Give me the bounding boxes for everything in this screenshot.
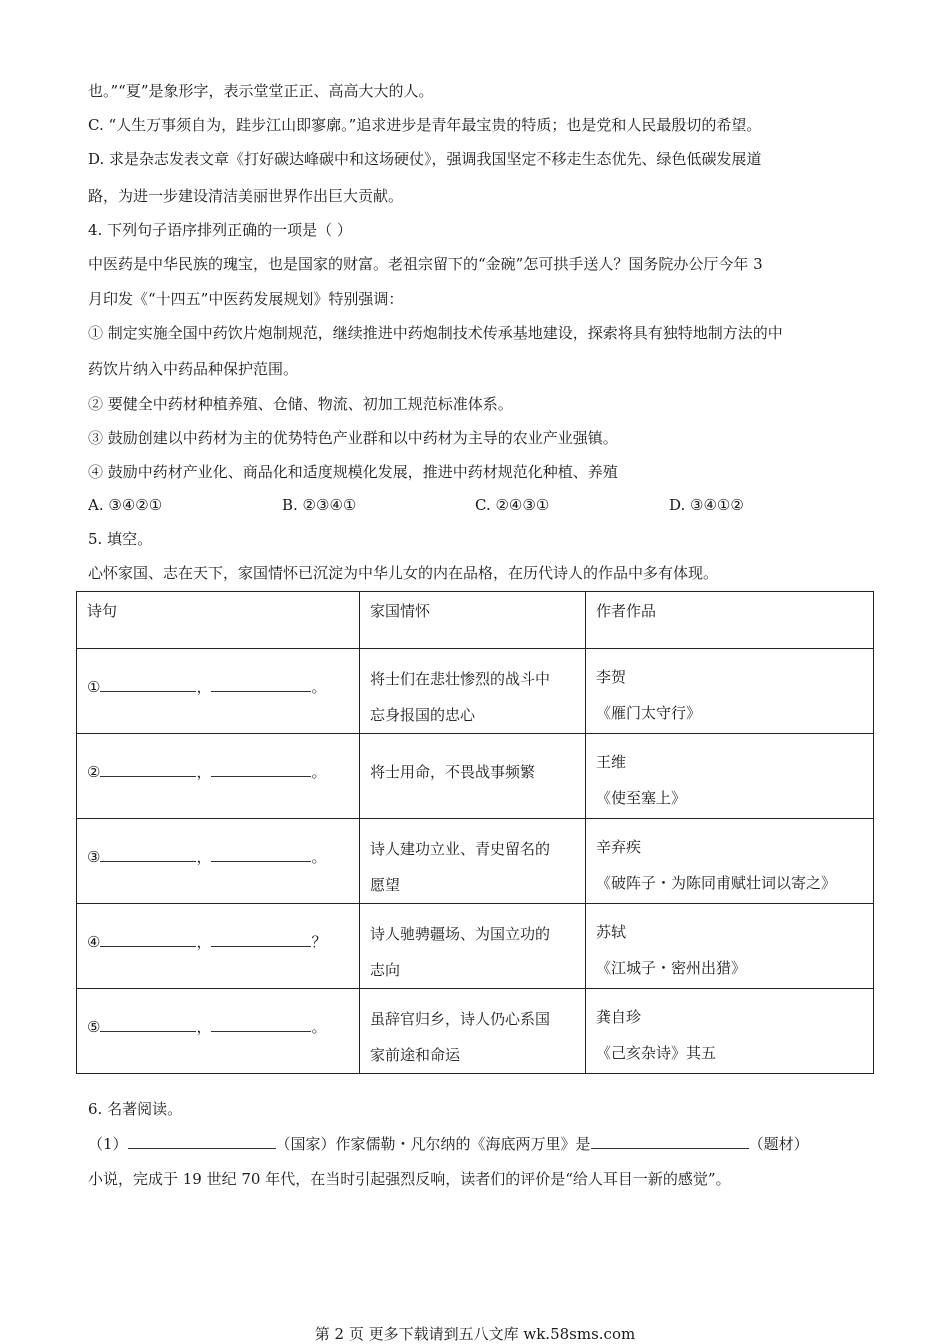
- text-line: 路，为进一步建设清洁美丽世界作出巨大贡献。: [88, 187, 404, 205]
- table-header-row: [77, 592, 874, 649]
- table-row: [77, 819, 874, 904]
- option-c[interactable]: C. ②④③①: [475, 496, 550, 514]
- work-title: 《雁门太守行》: [596, 704, 702, 722]
- feeling-text: 志向: [370, 961, 401, 979]
- passage-line: 月印发《“十四五”中医药发展规划》特别强调：: [88, 290, 404, 308]
- option-c-text: C. “人生万事须自为，跬步江山即寥廓。”追求进步是青年最宝贵的特质；也是党和人民最殷切的希望。: [88, 116, 762, 134]
- feeling-text: 诗人建功立业、青史留名的: [370, 840, 551, 858]
- passage-line: 中医药是中华民族的瑰宝，也是国家的财富。老祖宗留下的“金碗”怎可拱手送人？国务院办公厅今年 3: [88, 255, 763, 273]
- sentence-2: ② 要健全中药材种植养殖、仓储、物流、初加工规范标准体系。: [88, 395, 513, 413]
- feeling-text: 忘身报国的忠心: [370, 706, 476, 724]
- sentence-3: ③ 鼓励创建以中药材为主的优势特色产业群和以中药材为主导的农业产业强镇。: [88, 429, 618, 447]
- feeling-text: 家前途和命运: [370, 1046, 461, 1064]
- question-6-title: 6. 名著阅读。: [88, 1100, 183, 1118]
- author-name: 辛弃疾: [596, 838, 642, 856]
- sentence-4: ④ 鼓励中药材产业化、商品化和适度规模化发展，推进中药材规范化种植、养殖: [88, 463, 618, 481]
- feeling-text: 愿望: [370, 876, 401, 894]
- sentence-1: ① 制定实施全国中药饮片炮制规范，继续推进中药炮制技术传承基地建设，探索将具有独特地制方法的中: [88, 324, 783, 342]
- fill-blank-5[interactable]: ⑤ ， 。: [87, 1018, 327, 1036]
- header-poem: 诗句: [77, 592, 360, 649]
- sentence-1-cont: 药饮片纳入中药品种保护范围。: [88, 360, 299, 378]
- author-name: 王维: [596, 753, 627, 771]
- table-row: [77, 649, 874, 734]
- feeling-text: 将士用命，不畏战事频繁: [370, 763, 536, 781]
- author-name: 苏轼: [596, 923, 627, 941]
- feeling-text: 诗人驰骋疆场、为国立功的: [370, 925, 551, 943]
- question-6-part-1-cont: 小说，完成于 19 世纪 70 年代，在当时引起强烈反响，读者们的评价是“给人耳目一新的感觉”。: [88, 1170, 731, 1188]
- blank-country[interactable]: [128, 1134, 276, 1149]
- question-5-title: 5. 填空。: [88, 530, 153, 548]
- author-name: 李贺: [596, 668, 627, 686]
- table-row: [77, 989, 874, 1074]
- blank-genre[interactable]: [591, 1134, 749, 1149]
- question-5-intro: 心怀家国、志在天下，家国情怀已沉淀为中华儿女的内在品格，在历代诗人的作品中多有体现。: [88, 564, 719, 582]
- table-row: [77, 734, 874, 819]
- author-name: 龚自珍: [596, 1008, 642, 1026]
- feeling-text: 将士们在悲壮惨烈的战斗中: [370, 670, 551, 688]
- work-title: 《使至塞上》: [596, 789, 687, 807]
- fill-blank-1[interactable]: ① ， 。: [87, 678, 327, 696]
- option-a[interactable]: A. ③④②①: [88, 496, 163, 514]
- header-author: 作者作品: [586, 592, 874, 649]
- question-6-part-1: （1） （国家）作家儒勒・凡尔纳的《海底两万里》是 （题材）: [88, 1135, 809, 1153]
- page-footer: 第 2 页 更多下载请到五八文库 wk.58sms.com: [314, 1325, 636, 1343]
- header-feeling: 家国情怀: [360, 592, 586, 649]
- fill-blank-2[interactable]: ② ， 。: [87, 763, 327, 781]
- fill-blank-3[interactable]: ③ ， 。: [87, 848, 327, 866]
- text-line: 也。”“夏”是象形字，表示堂堂正正、高高大大的人。: [88, 82, 434, 100]
- work-title: 《己亥杂诗》其五: [596, 1044, 717, 1062]
- question-4-title: 4. 下列句子语序排列正确的一项是（ ）: [88, 221, 352, 239]
- option-d[interactable]: D. ③④①②: [669, 496, 744, 514]
- work-title: 《破阵子・为陈同甫赋壮词以寄之》: [596, 874, 837, 892]
- option-b[interactable]: B. ②③④①: [282, 496, 357, 514]
- table-row: [77, 904, 874, 989]
- feeling-text: 虽辞官归乡，诗人仍心系国: [370, 1010, 551, 1028]
- option-d-text: D. 求是杂志发表文章《打好碳达峰碳中和这场硬仗》，强调我国坚定不移走生态优先、绿色低碳发展道: [88, 150, 762, 168]
- poem-table: [76, 591, 874, 1074]
- fill-blank-4[interactable]: ④ ， ？: [87, 933, 327, 951]
- work-title: 《江城子・密州出猎》: [596, 959, 747, 977]
- answer-options: [88, 495, 788, 515]
